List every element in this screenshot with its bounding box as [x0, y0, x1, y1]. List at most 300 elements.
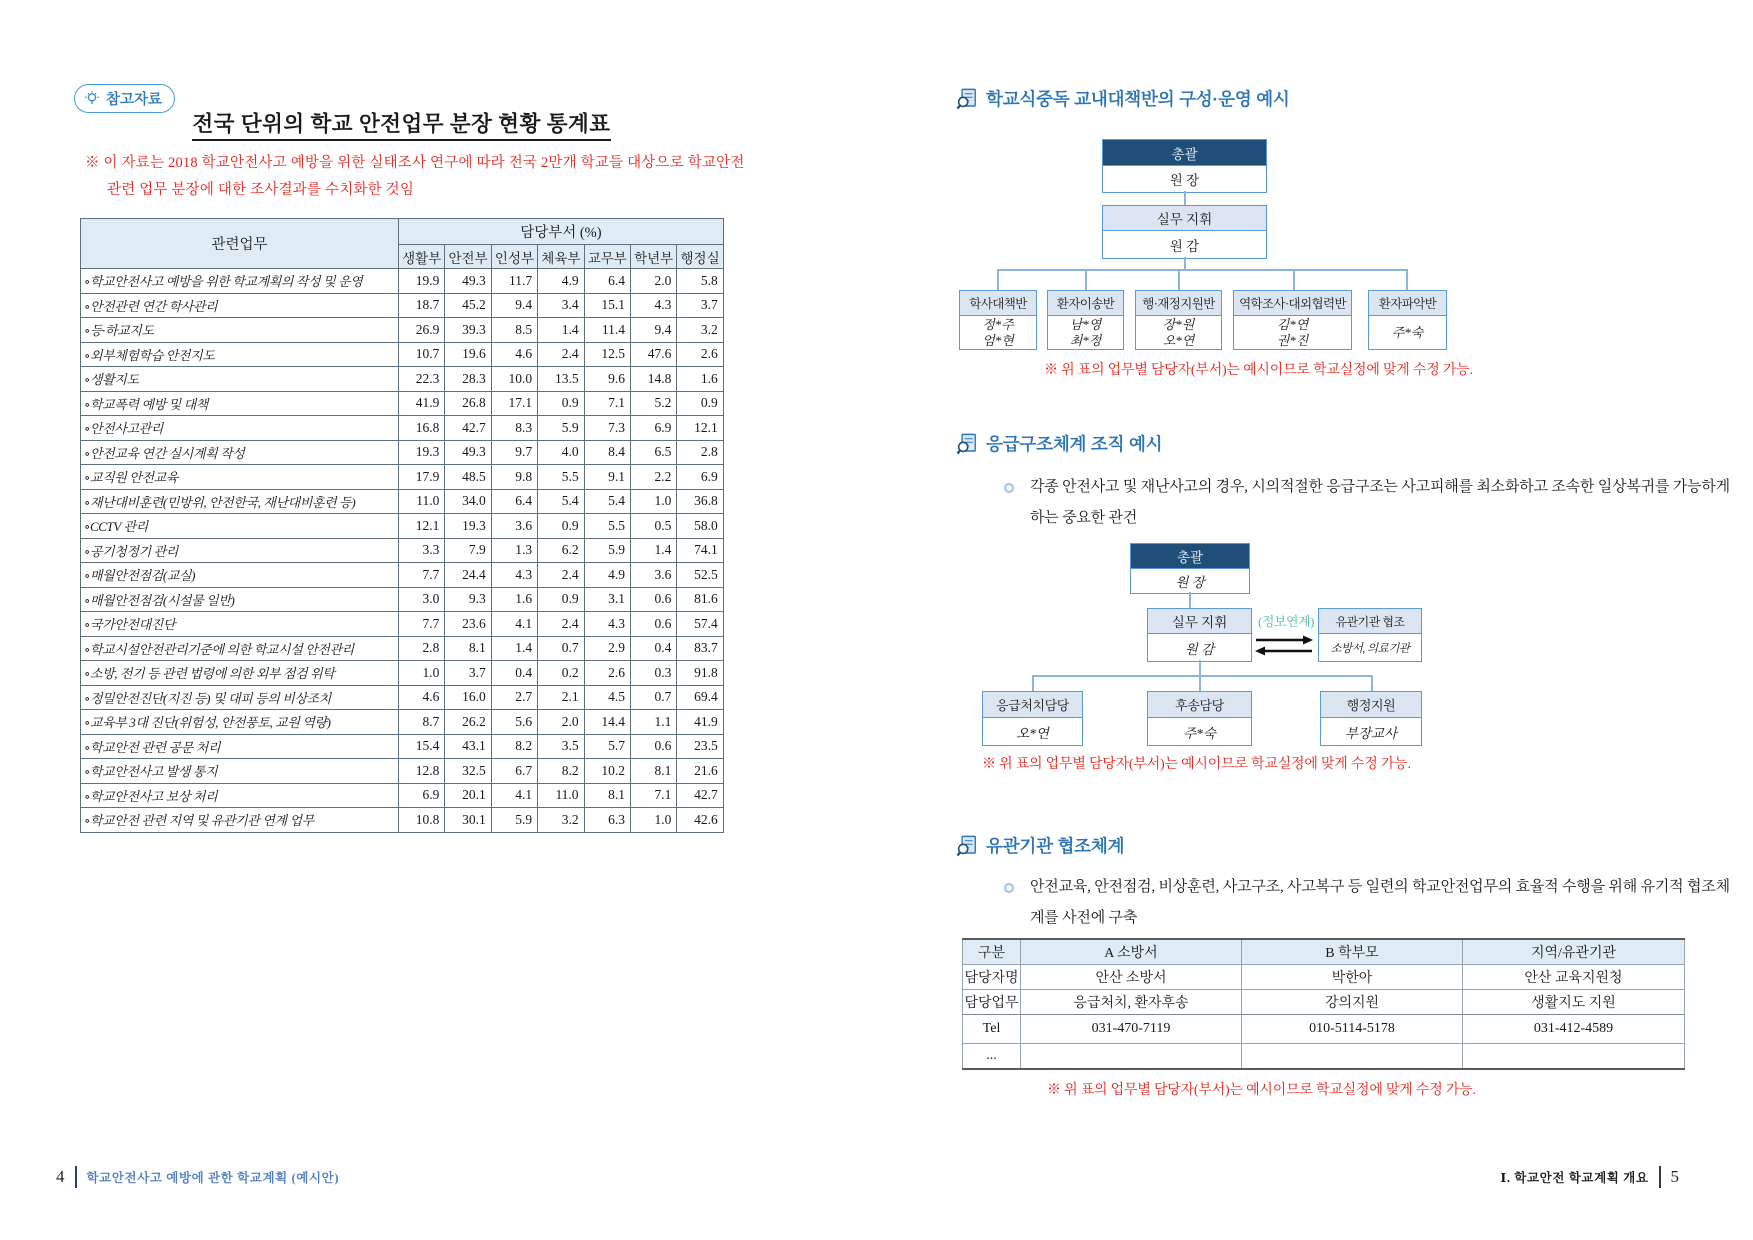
value-cell: 42.6 [677, 808, 723, 833]
value-cell: 14.8 [630, 367, 676, 392]
page-number-right: 5 [1670, 1167, 1679, 1186]
value-cell: 9.1 [584, 465, 630, 490]
value-cell: 47.6 [630, 342, 676, 367]
org2-connector-v1 [1189, 592, 1191, 608]
task-cell: ∘매월안전점검(시설물 일반) [81, 587, 399, 612]
value-cell: 13.5 [538, 367, 584, 392]
table-row [81, 710, 724, 735]
value-cell: 12.8 [399, 759, 445, 784]
value-cell: 3.1 [584, 587, 630, 612]
org1-branch-members [1048, 316, 1123, 349]
value-cell: 7.7 [399, 563, 445, 588]
task-cell: ∘학교안전사고 발생 통지 [81, 759, 399, 784]
coop-cell: 031-470-7119 [1021, 1014, 1242, 1043]
table-row [81, 440, 724, 465]
value-cell: 49.3 [445, 440, 491, 465]
coop-column-header: 지역/유관기관 [1463, 939, 1685, 964]
org1-top-title: 총괄 [1103, 140, 1266, 165]
value-cell: 10.2 [584, 759, 630, 784]
value-cell: 12.5 [584, 342, 630, 367]
value-cell: 4.1 [491, 612, 537, 637]
org2-link-label: (정보연계) [1258, 614, 1314, 629]
value-cell: 19.6 [445, 342, 491, 367]
org1-stub [1178, 270, 1180, 291]
task-cell: ∘생활지도 [81, 367, 399, 392]
value-cell: 26.8 [445, 391, 491, 416]
assignment-stats-table [80, 218, 724, 833]
value-cell: 2.4 [538, 563, 584, 588]
org2-side-value: 소방서, 의료기관 [1319, 634, 1421, 661]
value-cell: 4.6 [491, 342, 537, 367]
coop-table-row [963, 1014, 1685, 1043]
value-cell: 4.3 [491, 563, 537, 588]
value-cell: 9.4 [491, 293, 537, 318]
value-cell: 42.7 [677, 783, 723, 808]
magnifier-document-icon [956, 835, 977, 857]
table-row [81, 342, 724, 367]
value-cell: 5.4 [538, 489, 584, 514]
coop-cell [1242, 1043, 1463, 1069]
value-cell: 11.0 [538, 783, 584, 808]
value-cell: 4.3 [584, 612, 630, 637]
value-cell: 43.1 [445, 734, 491, 759]
value-cell: 5.6 [491, 710, 537, 735]
table-row [81, 269, 724, 294]
value-cell: 6.7 [491, 759, 537, 784]
task-cell: ∘CCTV 관리 [81, 514, 399, 539]
value-cell: 0.9 [677, 391, 723, 416]
source-note-line1: ※ 이 자료는 2018 학교안전사고 예방을 위한 실태조사 연구에 따라 전국 2만개 학교들 대상으로 학교안전 [85, 155, 745, 171]
coop-cell [1021, 1043, 1242, 1069]
value-cell: 2.8 [677, 440, 723, 465]
value-cell: 4.9 [584, 563, 630, 588]
value-cell: 32.5 [445, 759, 491, 784]
org1-branch-members [1234, 316, 1351, 349]
lightbulb-icon [84, 90, 100, 107]
value-cell: 30.1 [445, 808, 491, 833]
task-cell: ∘공기청정기 관리 [81, 538, 399, 563]
org1-branch-members [960, 316, 1036, 349]
value-cell: 11.0 [399, 489, 445, 514]
org1-stub [997, 270, 999, 291]
value-cell: 1.0 [399, 661, 445, 686]
table-row [81, 465, 724, 490]
value-cell: 15.1 [584, 293, 630, 318]
member-name: 정*주 [982, 316, 1014, 332]
value-cell: 5.7 [584, 734, 630, 759]
task-cell: ∘학교안전 관련 공문 처리 [81, 734, 399, 759]
value-cell: 0.5 [630, 514, 676, 539]
value-cell: 8.3 [491, 416, 537, 441]
value-cell: 15.4 [399, 734, 445, 759]
value-cell: 1.3 [491, 538, 537, 563]
coop-table-row [963, 1043, 1685, 1069]
table-row [81, 759, 724, 784]
value-cell: 4.6 [399, 685, 445, 710]
section1-heading [956, 86, 1290, 111]
member-name: 오*연 [1162, 332, 1195, 348]
member-name: 김*연 [1276, 316, 1309, 332]
org2-connector-h [1032, 675, 1372, 677]
org2-child-value: 오*연 [983, 718, 1082, 745]
magnifier-document-icon [956, 433, 977, 455]
value-cell: 19.3 [399, 440, 445, 465]
value-cell: 2.9 [584, 636, 630, 661]
org2-child-box [1147, 691, 1252, 746]
dept-column-header: 생활부 [399, 245, 445, 269]
dept-column-header: 학년부 [630, 245, 676, 269]
value-cell: 9.7 [491, 440, 537, 465]
task-cell: ∘학교안전사고 예방을 위한 학교계획의 작성 및 운영 [81, 269, 399, 294]
table-row [81, 563, 724, 588]
value-cell: 6.4 [491, 489, 537, 514]
org1-branch-members [1369, 316, 1446, 349]
section2-heading [956, 431, 1162, 456]
member-name: 남*영 [1069, 316, 1102, 332]
task-cell: ∘교직원 안전교육 [81, 465, 399, 490]
table-row [81, 293, 724, 318]
value-cell: 91.8 [677, 661, 723, 686]
task-cell: ∘안전교육 연간 실시계획 작성 [81, 440, 399, 465]
value-cell: 52.5 [677, 563, 723, 588]
org2-child-value: 주*숙 [1148, 718, 1251, 745]
org2-child-box [982, 691, 1083, 746]
value-cell: 4.1 [491, 783, 537, 808]
value-cell: 57.4 [677, 612, 723, 637]
coop-cell: 031-412-4589 [1463, 1014, 1685, 1043]
task-cell: ∘재난대비훈련(민방위, 안전한국, 재난대비훈련 등) [81, 489, 399, 514]
org1-branch-members [1136, 316, 1221, 349]
value-cell: 0.4 [630, 636, 676, 661]
task-cell: ∘소방, 전기 등 관련 법령에 의한 외부 점검 위탁 [81, 661, 399, 686]
value-cell: 2.0 [630, 269, 676, 294]
value-cell: 14.4 [584, 710, 630, 735]
table-row [81, 318, 724, 343]
task-cell: ∘매월안전점검(교실) [81, 563, 399, 588]
value-cell: 0.3 [630, 661, 676, 686]
org2-child-title: 응급처치담당 [983, 692, 1082, 718]
bullet-icon [1004, 483, 1014, 493]
value-cell: 45.2 [445, 293, 491, 318]
value-cell: 0.6 [630, 587, 676, 612]
value-cell: 26.9 [399, 318, 445, 343]
org1-branch-box [1135, 290, 1222, 350]
magnifier-document-icon [956, 88, 977, 110]
value-cell: 2.6 [677, 342, 723, 367]
coop-cell: 안산 소방서 [1021, 964, 1242, 989]
value-cell: 1.4 [630, 538, 676, 563]
value-cell: 8.1 [630, 759, 676, 784]
value-cell: 23.6 [445, 612, 491, 637]
coop-table-body [963, 964, 1685, 1069]
org1-branch-box [1233, 290, 1352, 350]
value-cell: 34.0 [445, 489, 491, 514]
stats-table-head [81, 219, 724, 269]
value-cell: 2.8 [399, 636, 445, 661]
value-cell: 10.0 [491, 367, 537, 392]
page-title-text: 전국 단위의 학교 안전업무 분장 현황 통계표 [192, 112, 610, 141]
coop-cell: 생활지도 지원 [1463, 989, 1685, 1014]
org2-stub [1199, 675, 1201, 691]
value-cell: 83.7 [677, 636, 723, 661]
value-cell: 7.1 [630, 783, 676, 808]
value-cell: 3.0 [399, 587, 445, 612]
org1-stub [1406, 270, 1408, 291]
value-cell: 1.6 [677, 367, 723, 392]
table-row [81, 734, 724, 759]
value-cell: 7.9 [445, 538, 491, 563]
value-cell: 8.4 [584, 440, 630, 465]
coop-column-header: B 학부모 [1242, 939, 1463, 964]
org2-top-box [1130, 543, 1250, 594]
value-cell: 36.8 [677, 489, 723, 514]
task-cell: ∘정밀안전진단(지진 등) 및 대피 등의 비상조치 [81, 685, 399, 710]
table-row [81, 416, 724, 441]
value-cell: 4.9 [538, 269, 584, 294]
coop-header-row [963, 939, 1685, 964]
value-cell: 8.2 [538, 759, 584, 784]
reference-badge-label: 참고자료 [106, 92, 163, 108]
value-cell: 24.4 [445, 563, 491, 588]
value-cell: 0.2 [538, 661, 584, 686]
value-cell: 0.7 [630, 685, 676, 710]
table-row [81, 391, 724, 416]
column-header-dept-group: 담당부서 (%) [399, 219, 724, 245]
value-cell: 8.1 [584, 783, 630, 808]
value-cell: 6.5 [630, 440, 676, 465]
cooperation-table [962, 938, 1685, 1070]
member-name: 엄*현 [982, 332, 1014, 348]
coop-table-note: ※ 위 표의 업무별 담당자(부서)는 예시이므로 학교실정에 맞게 수정 가능. [1047, 1083, 1476, 1098]
section2-bullet-text: 각종 안전사고 및 재난사고의 경우, 시의적절한 응급구조는 사고피해를 최소화하고 조속한 일상복귀를 가능하게 하는 중요한 관건 [1030, 479, 1730, 526]
org2-side-title: 유관기관 협조 [1319, 609, 1421, 634]
table-row [81, 514, 724, 539]
value-cell: 2.0 [538, 710, 584, 735]
org2-top-title: 총괄 [1131, 544, 1249, 568]
coop-cell: 안산 교육지원청 [1463, 964, 1685, 989]
section3-heading-text: 유관기관 협조체계 [986, 836, 1125, 856]
value-cell: 3.5 [538, 734, 584, 759]
value-cell: 9.8 [491, 465, 537, 490]
org2-stub [1371, 675, 1373, 691]
value-cell: 3.2 [538, 808, 584, 833]
value-cell: 39.3 [445, 318, 491, 343]
org1-branch-title: 환자이송반 [1048, 291, 1123, 316]
value-cell: 17.1 [491, 391, 537, 416]
bullet-icon [1004, 883, 1014, 893]
value-cell: 16.0 [445, 685, 491, 710]
task-cell: ∘국가안전대진단 [81, 612, 399, 637]
value-cell: 0.7 [538, 636, 584, 661]
value-cell: 0.6 [630, 612, 676, 637]
footer-right [1500, 1166, 1679, 1188]
footer-left [56, 1166, 339, 1188]
value-cell: 7.7 [399, 612, 445, 637]
value-cell: 74.1 [677, 538, 723, 563]
value-cell: 6.9 [399, 783, 445, 808]
dept-column-header: 행정실 [677, 245, 723, 269]
org2-mid-value: 원 감 [1148, 634, 1251, 661]
table-row [81, 636, 724, 661]
footer-title-left: 학교안전사고 예방에 관한 학교계획 (예시안) [86, 1171, 340, 1185]
task-cell: ∘외부체험학습 안전지도 [81, 342, 399, 367]
value-cell: 23.5 [677, 734, 723, 759]
page-number-left: 4 [56, 1167, 65, 1186]
value-cell: 19.9 [399, 269, 445, 294]
value-cell: 1.0 [630, 489, 676, 514]
value-cell: 11.4 [584, 318, 630, 343]
value-cell: 58.0 [677, 514, 723, 539]
value-cell: 18.7 [399, 293, 445, 318]
section3-bullet-text: 안전교육, 안전점검, 비상훈련, 사고구조, 사고복구 등 일련의 학교안전업무의 효율적 수행을 위해 유기적 협조체계를 사전에 구축 [1030, 879, 1730, 926]
value-cell: 12.1 [399, 514, 445, 539]
org1-branch-box [1368, 290, 1447, 350]
value-cell: 3.7 [445, 661, 491, 686]
value-cell: 9.3 [445, 587, 491, 612]
value-cell: 6.2 [538, 538, 584, 563]
value-cell: 81.6 [677, 587, 723, 612]
value-cell: 69.4 [677, 685, 723, 710]
value-cell: 2.4 [538, 342, 584, 367]
dept-column-header: 인성부 [491, 245, 537, 269]
org1-mid-title: 실무 지휘 [1103, 206, 1266, 231]
org1-mid-box [1102, 205, 1267, 259]
member-name: 최*정 [1069, 332, 1102, 348]
org1-branch-title: 학사대책반 [960, 291, 1036, 316]
value-cell: 3.6 [491, 514, 537, 539]
value-cell: 11.7 [491, 269, 537, 294]
value-cell: 1.4 [491, 636, 537, 661]
task-cell: ∘학교안전사고 보상 처리 [81, 783, 399, 808]
value-cell: 6.9 [630, 416, 676, 441]
value-cell: 3.3 [399, 538, 445, 563]
value-cell: 5.2 [630, 391, 676, 416]
value-cell: 3.4 [538, 293, 584, 318]
assignment-table-body [81, 269, 724, 833]
value-cell: 5.8 [677, 269, 723, 294]
org1-branch-title: 역학조사·대외협력반 [1234, 291, 1351, 316]
table-row [81, 661, 724, 686]
value-cell: 41.9 [399, 391, 445, 416]
table-row [81, 538, 724, 563]
value-cell: 4.0 [538, 440, 584, 465]
dept-column-header: 체육부 [538, 245, 584, 269]
section3-heading [956, 833, 1124, 858]
value-cell: 3.7 [677, 293, 723, 318]
coop-cell: 박한아 [1242, 964, 1463, 989]
value-cell: 2.2 [630, 465, 676, 490]
task-cell: ∘교육부 3대 진단(위험성, 안전풍토, 교원 역량) [81, 710, 399, 735]
coop-table-head [963, 939, 1685, 964]
org1-stub [1085, 270, 1087, 291]
value-cell: 0.9 [538, 587, 584, 612]
value-cell: 2.1 [538, 685, 584, 710]
org2-child-title: 후송담당 [1148, 692, 1251, 718]
value-cell: 10.8 [399, 808, 445, 833]
coop-column-header: A 소방서 [1021, 939, 1242, 964]
org1-branch-box [959, 290, 1037, 350]
value-cell: 42.7 [445, 416, 491, 441]
coop-column-header: 구분 [963, 939, 1021, 964]
org1-branch-box [1047, 290, 1124, 350]
bidirectional-arrow-icon [1254, 633, 1314, 659]
value-cell: 49.3 [445, 269, 491, 294]
task-cell: ∘학교폭력 예방 및 대책 [81, 391, 399, 416]
value-cell: 5.9 [491, 808, 537, 833]
value-cell: 2.6 [584, 661, 630, 686]
task-cell: ∘등·하교지도 [81, 318, 399, 343]
value-cell: 10.7 [399, 342, 445, 367]
value-cell: 28.3 [445, 367, 491, 392]
org1-mid-value: 원 감 [1103, 231, 1266, 258]
coop-row-label: 담당업무 [963, 989, 1021, 1014]
table-row [81, 587, 724, 612]
footer-divider-left [75, 1166, 77, 1188]
coop-table-row [963, 964, 1685, 989]
value-cell: 6.4 [584, 269, 630, 294]
org1-note: ※ 위 표의 업무별 담당자(부서)는 예시이므로 학교실정에 맞게 수정 가능. [1044, 363, 1473, 378]
org1-branch-title: 환자파악반 [1369, 291, 1446, 316]
table-row [81, 808, 724, 833]
table-row [81, 489, 724, 514]
value-cell: 41.9 [677, 710, 723, 735]
task-cell: ∘학교안전 관련 지역 및 유관기관 연계 업무 [81, 808, 399, 833]
value-cell: 5.4 [584, 489, 630, 514]
org2-side-box [1318, 608, 1422, 662]
value-cell: 21.6 [677, 759, 723, 784]
value-cell: 12.1 [677, 416, 723, 441]
org2-child-box [1320, 691, 1422, 746]
table-row [81, 367, 724, 392]
value-cell: 22.3 [399, 367, 445, 392]
section2-heading-text: 응급구조체계 조직 예시 [986, 434, 1163, 454]
value-cell: 17.9 [399, 465, 445, 490]
value-cell: 16.8 [399, 416, 445, 441]
value-cell: 8.1 [445, 636, 491, 661]
value-cell: 6.3 [584, 808, 630, 833]
value-cell: 0.9 [538, 514, 584, 539]
table-row [81, 783, 724, 808]
value-cell: 5.9 [584, 538, 630, 563]
org2-mid-box [1147, 608, 1252, 662]
org1-stub [1293, 270, 1295, 291]
org2-child-value: 부장교사 [1321, 718, 1421, 745]
value-cell: 8.2 [491, 734, 537, 759]
member-name: 주*숙 [1391, 324, 1424, 340]
org1-branch-title: 행·재정지원반 [1136, 291, 1221, 316]
coop-row-label: ... [963, 1043, 1021, 1069]
section1-heading-text: 학교식중독 교내대책반의 구성·운영 예시 [986, 89, 1290, 109]
value-cell: 0.4 [491, 661, 537, 686]
footer-divider-right [1659, 1166, 1661, 1188]
value-cell: 3.6 [630, 563, 676, 588]
value-cell: 2.4 [538, 612, 584, 637]
org2-stub [1032, 675, 1034, 691]
coop-table-row [963, 989, 1685, 1014]
member-name: 권*진 [1276, 332, 1309, 348]
value-cell: 4.5 [584, 685, 630, 710]
value-cell: 6.9 [677, 465, 723, 490]
value-cell: 4.3 [630, 293, 676, 318]
value-cell: 19.3 [445, 514, 491, 539]
value-cell: 9.6 [584, 367, 630, 392]
dept-column-header: 안전부 [445, 245, 491, 269]
value-cell: 20.1 [445, 783, 491, 808]
coop-cell: 강의지원 [1242, 989, 1463, 1014]
org2-connector-v2 [1199, 660, 1201, 675]
source-note-line2: 관련 업무 분장에 대한 조사결과를 수치화한 것임 [107, 182, 415, 198]
task-cell: ∘안전사고관리 [81, 416, 399, 441]
